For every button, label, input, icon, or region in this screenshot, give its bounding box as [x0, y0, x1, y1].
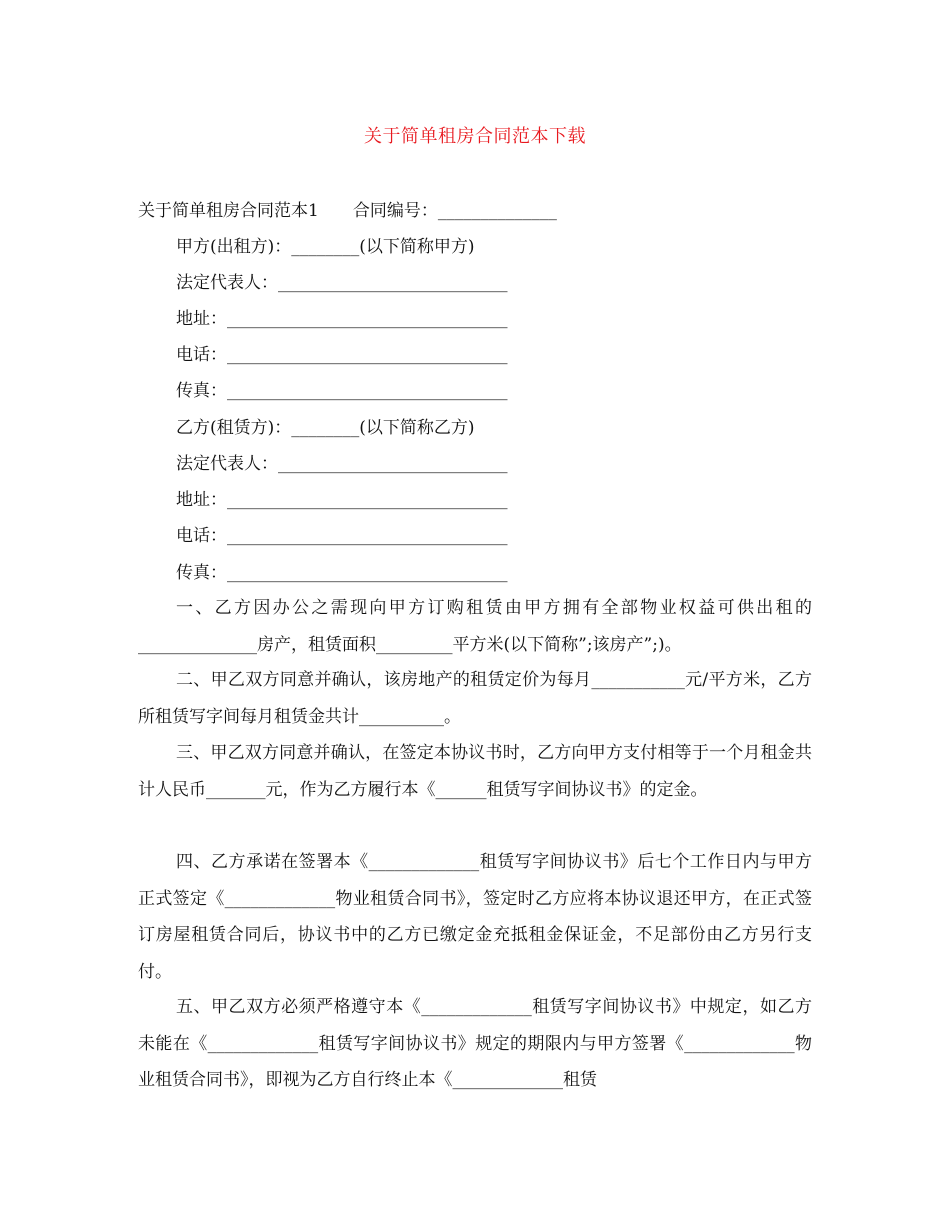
header-line	[138, 199, 557, 223]
party-b-name: 乙方(租赁方)：________(以下简称乙方)	[176, 418, 475, 438]
clause-2: 二、甲乙双方同意并确认，该房地产的租赁定价为每月___________元/平方米，乙方所租赁写字间每月租赁金共计__________。	[138, 670, 812, 727]
clause-1: 一、乙方因办公之需现向甲方订购租赁由甲方拥有全部物业权益可供出租的______________房产，租赁面积_________平方米(以下简称”;该房产”;)。	[138, 598, 812, 655]
clause-4: 四、乙方承诺在签署本《_____________租赁写字间协议书》后七个工作日内与甲方正式签定《_____________物业租赁合同书》，签定时乙方应将本协议退还甲方，在正式签订房屋租赁合同后，协议书中的乙方已缴定金充抵租金保证金，不足部份由乙方另行支付。	[138, 852, 812, 982]
party-a-address: 地址：_________________________________	[176, 309, 508, 329]
clause-5: 五、甲乙双方必须严格遵守本《_____________租赁写字间协议书》中规定，如乙方未能在《_____________租赁写字间协议书》规定的期限内与甲方签署《_____________物业租赁合同书》，即视为乙方自行终止本《_____________租赁	[138, 997, 812, 1090]
party-b-phone: 电话：_________________________________	[176, 526, 508, 546]
template-name: 关于简单租房合同范本1	[138, 201, 319, 221]
clause-3: 三、甲乙双方同意并确认，在签定本协议书时，乙方向甲方支付相等于一个月租金共计人民币_______元，作为乙方履行本《______租赁写字间协议书》的定金。	[138, 743, 812, 800]
party-a-phone: 电话：_________________________________	[176, 345, 508, 365]
party-b-legal-rep: 法定代表人：___________________________	[176, 454, 508, 474]
contract-number: 合同编号：______________	[352, 201, 557, 221]
party-a-legal-rep: 法定代表人：___________________________	[176, 273, 508, 293]
party-a-name: 甲方(出租方)：________(以下简称甲方)	[176, 237, 475, 257]
document-title: 关于简单租房合同范本下载	[364, 126, 586, 147]
party-b-fax: 传真：_________________________________	[176, 563, 508, 583]
party-a-fax: 传真：_________________________________	[176, 381, 508, 401]
party-b-address: 地址：_________________________________	[176, 490, 508, 510]
